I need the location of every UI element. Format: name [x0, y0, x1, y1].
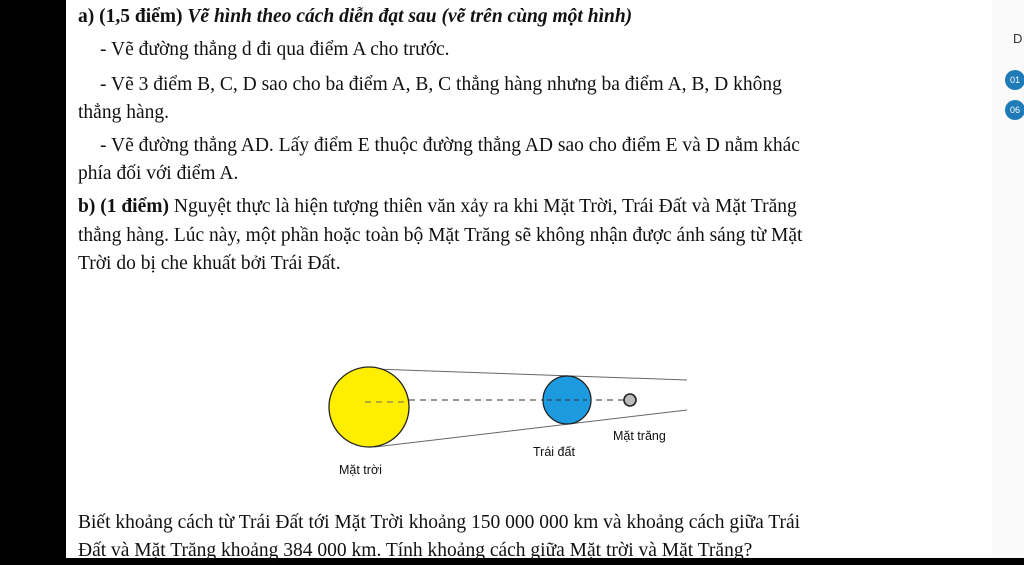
sun-circle: [329, 367, 409, 447]
sun-label: Mặt trời: [339, 463, 382, 477]
moon-label: Mặt trăng: [613, 429, 666, 443]
side-letter: D: [1013, 31, 1023, 46]
part-b-line-2: thẳng hàng. Lúc này, một phần hoặc toàn bộ Mặt Trăng sẽ không nhận được ánh sáng từ Mặt: [78, 225, 803, 246]
side-badge-1[interactable]: 01: [1005, 70, 1024, 90]
moon-circle: [624, 394, 636, 406]
question-line-1: Biết khoảng cách từ Trái Đất tới Mặt Trời khoảng 150 000 000 km và khoảng cách giữa Trái: [78, 512, 801, 533]
part-b-text-1: Nguyệt thực là hiện tượng thiên văn xảy ra khi Mặt Trời, Trái Đất và Mặt Trăng: [173, 196, 797, 217]
part-b-line-3: Trời do bị che khuất bởi Trái Đất.: [78, 253, 341, 274]
part-a-item-1: - Vẽ đường thẳng d đi qua điểm A cho trước.: [100, 39, 450, 60]
upper-ray-line: [375, 369, 687, 380]
part-a-title: [78, 3, 632, 31]
earth-label: Trái đất: [533, 445, 575, 459]
part-a-item-2-line-2: thẳng hàng.: [78, 102, 169, 123]
side-badge-2[interactable]: 06: [1005, 100, 1024, 120]
part-a-instruction: Vẽ hình theo cách diễn đạt sau (vẽ trên cùng một hình): [187, 6, 633, 27]
part-b-line-1: [78, 193, 797, 221]
part-a-heading: a) (1,5 điểm): [78, 6, 183, 27]
part-a-item-3-line-2: phía đối với điểm A.: [78, 163, 239, 184]
part-a-item-3-line-1: - Vẽ đường thẳng AD. Lấy điểm E thuộc đường thẳng AD sao cho điểm E và D nằm khác: [100, 135, 800, 156]
eclipse-diagram: [325, 355, 695, 485]
question-line-2: Đất và Mặt Trăng khoảng 384 000 km. Tính khoảng cách giữa Mặt trời và Mặt Trăng?: [78, 540, 753, 561]
part-a-item-2-line-1: - Vẽ 3 điểm B, C, D sao cho ba điểm A, B, C thẳng hàng nhưng ba điểm A, B, D không: [100, 74, 782, 95]
part-b-heading: b) (1 điểm): [78, 196, 169, 217]
